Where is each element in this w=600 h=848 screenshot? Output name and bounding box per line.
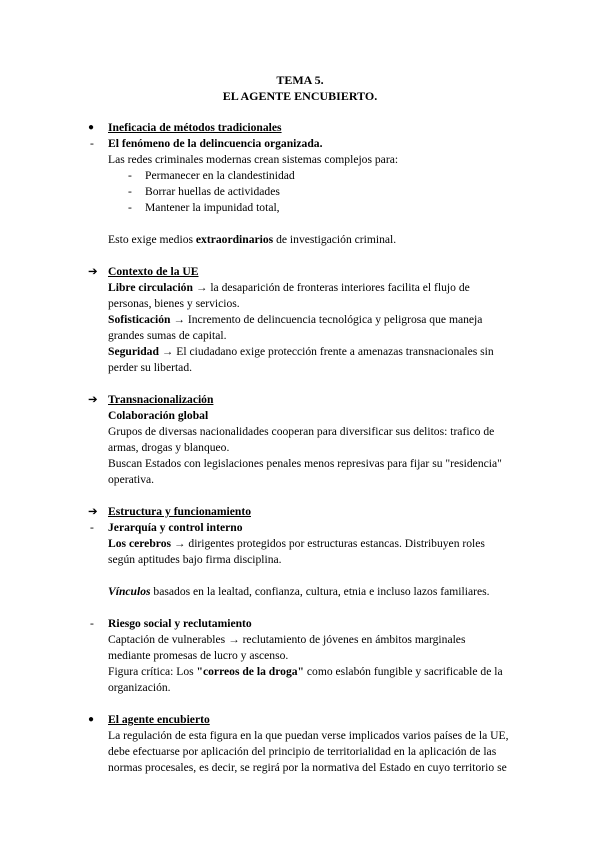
subheading-colaboracion: Colaboración global: [108, 409, 209, 422]
subheading-jerarquia: Jerarquía y control interno: [108, 521, 243, 534]
paragraph-line: Grupos de diversas nacionalidades cooperan para diversificar sus delitos: trafico de: [108, 425, 495, 438]
text-run: Esto exige medios: [108, 233, 196, 246]
list-dash-marker: -: [128, 185, 132, 198]
bold-text: Los cerebros: [108, 537, 172, 550]
paragraph-line: armas, drogas y blanqueo.: [108, 441, 230, 454]
paragraph-line: [108, 664, 503, 680]
paragraph-line: Captación de vulnerables → reclutamiento de jóvenes en ámbitos marginales: [108, 633, 466, 646]
text-run: → Incremento de delincuencia tecnológica y peligrosa que maneja: [170, 313, 483, 326]
paragraph-line: organización.: [108, 681, 171, 694]
paragraph-line: operativa.: [108, 473, 155, 486]
arrow-bullet-icon: ➔: [88, 393, 98, 406]
bold-text: extraordinarios: [195, 233, 274, 246]
list-dash-marker: -: [128, 201, 132, 214]
dash-marker: -: [90, 617, 94, 630]
section-heading-agente: El agente encubierto: [108, 713, 210, 726]
paragraph-line: [108, 312, 482, 328]
paragraph-line: La regulación de esta figura en la que puedan verse implicados varios países de la UE,: [108, 729, 509, 742]
text-run: de investigación criminal.: [273, 233, 397, 246]
section-heading-estructura: Estructura y funcionamiento: [108, 505, 251, 518]
text-run: basados en la lealtad, confianza, cultura, etnia e incluso lazos familiares.: [150, 585, 490, 598]
arrow-bullet-icon: ➔: [88, 505, 98, 518]
bullet-icon: ●: [88, 714, 95, 725]
paragraph-line: Buscan Estados con legislaciones penales menos represivas para fijar su "residencia": [108, 457, 502, 470]
bold-italic-text: Vínculos: [108, 585, 151, 598]
paragraph-line: perder su libertad.: [108, 361, 193, 374]
list-item: Borrar huellas de actividades: [145, 185, 280, 198]
paragraph-line: mediante promesas de lucro y ascenso.: [108, 649, 289, 662]
section-heading-ineficacia: Ineficacia de métodos tradicionales: [108, 121, 282, 134]
bullet-icon: ●: [88, 122, 95, 133]
title-line-1: TEMA 5.: [276, 73, 324, 87]
section-heading-contexto: Contexto de la UE: [108, 265, 199, 278]
paragraph-line: normas procesales, es decir, se regirá por la normativa del Estado en cuyo territorio se: [108, 761, 507, 774]
paragraph-line: Las redes criminales modernas crean sistemas complejos para:: [108, 153, 399, 166]
paragraph-line: personas, bienes y servicios.: [108, 297, 240, 310]
list-dash-marker: -: [128, 169, 132, 182]
paragraph-line: [108, 232, 396, 248]
dash-marker: -: [90, 137, 94, 150]
bold-text: "correos de la droga": [196, 665, 304, 678]
paragraph-line: grandes sumas de capital.: [108, 329, 227, 342]
paragraph-line: según aptitudes bajo firma disciplina.: [108, 553, 282, 566]
text-run: Figura crítica: Los: [108, 665, 197, 678]
title-line-2: EL AGENTE ENCUBIERTO.: [222, 89, 378, 103]
subheading-fenomeno: El fenómeno de la delincuencia organizada.: [108, 137, 323, 150]
paragraph-line: [108, 344, 494, 360]
list-item: Mantener la impunidad total,: [145, 201, 280, 214]
text-run: → la desaparición de fronteras interiores facilita el flujo de: [192, 281, 470, 294]
subheading-riesgo: Riesgo social y reclutamiento: [108, 617, 252, 630]
bold-text: Libre circulación: [108, 281, 193, 294]
dash-marker: -: [90, 521, 94, 534]
paragraph-line: debe efectuarse por aplicación del principio de territorialidad en la aplicación de las: [108, 745, 497, 758]
arrow-bullet-icon: ➔: [88, 265, 98, 278]
text-run: → dirigentes protegidos por estructuras estancas. Distribuyen roles: [171, 537, 485, 550]
list-item: Permanecer en la clandestinidad: [145, 169, 295, 182]
bold-text: Seguridad: [108, 345, 159, 358]
section-heading-transnacionalizacion: Transnacionalización: [108, 393, 214, 406]
paragraph-line: [108, 280, 470, 296]
text-run: como eslabón fungible y sacrificable de la: [303, 665, 503, 678]
text-run: → El ciudadano exige protección frente a amenazas transnacionales sin: [158, 345, 494, 358]
paragraph-line: [108, 584, 490, 600]
bold-text: Sofisticación: [108, 313, 171, 326]
paragraph-line: [108, 536, 485, 552]
